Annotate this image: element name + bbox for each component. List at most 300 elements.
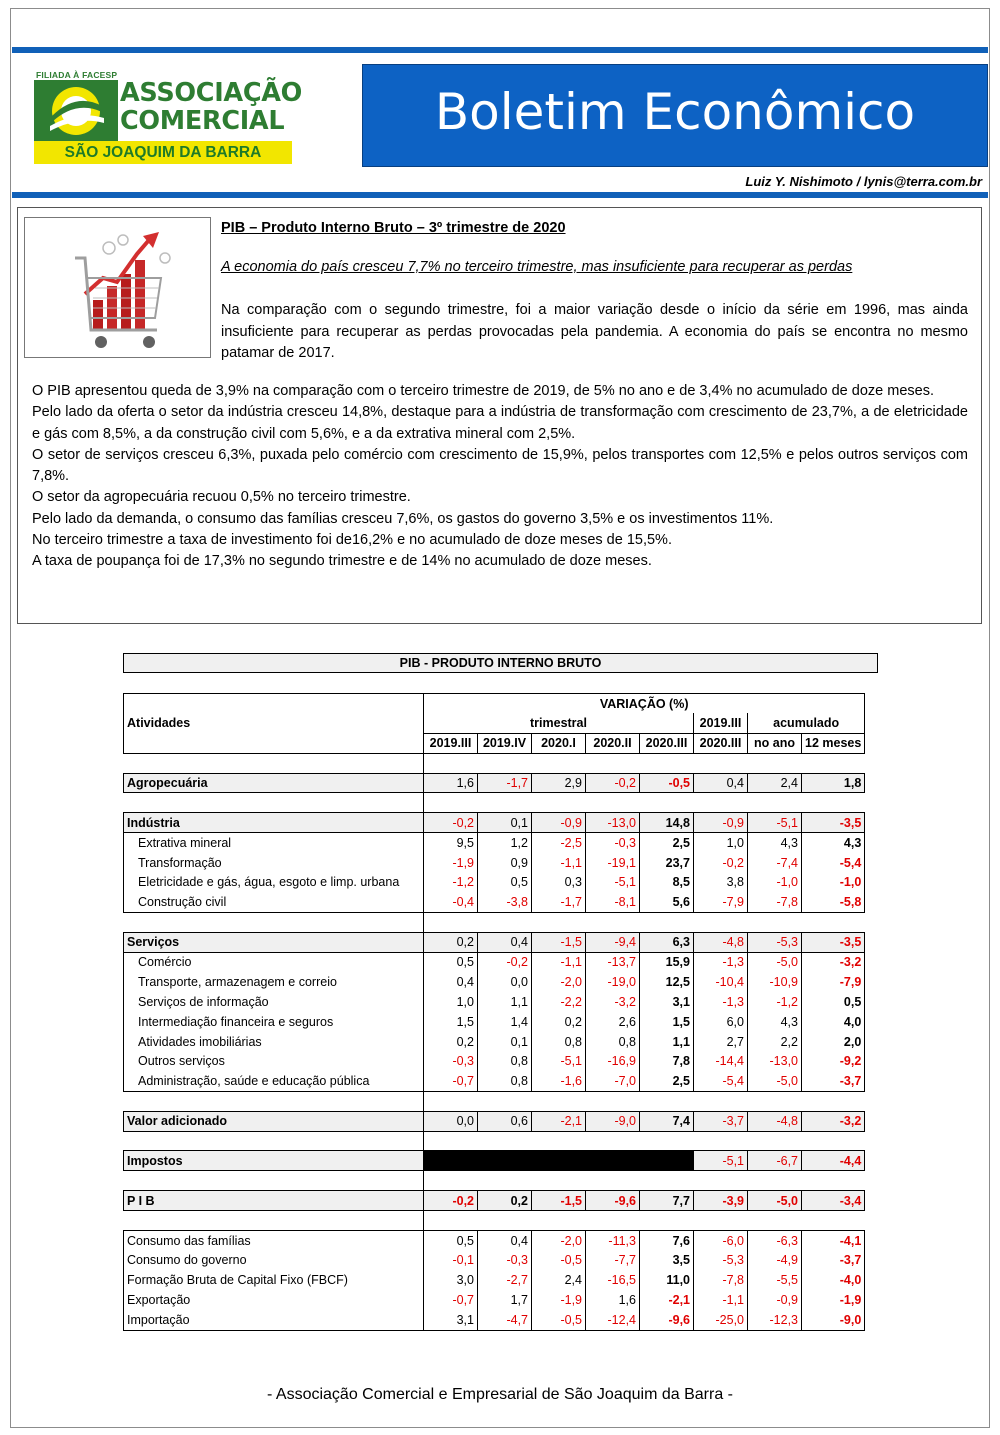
value-cell: -5,1 xyxy=(532,1052,586,1072)
table-row xyxy=(124,992,865,1012)
value-cell: -1,5 xyxy=(532,932,586,952)
value-cell: 0,2 xyxy=(478,1191,532,1211)
value-cell: -3,7 xyxy=(694,1111,748,1131)
spacer-cell xyxy=(478,1171,532,1191)
value-cell: 4,3 xyxy=(802,833,865,853)
value-cell: -7,7 xyxy=(586,1250,640,1270)
value-cell: 0,4 xyxy=(694,773,748,793)
spacer-cell xyxy=(124,793,424,813)
value-cell: 15,9 xyxy=(640,952,694,972)
spacer-cell xyxy=(586,793,640,813)
value-cell: -25,0 xyxy=(694,1310,748,1330)
spacer-cell xyxy=(748,753,802,773)
value-cell: 23,7 xyxy=(640,853,694,873)
value-cell: 1,0 xyxy=(694,833,748,853)
spacer-row xyxy=(124,793,865,813)
table-row xyxy=(124,853,865,873)
table-row xyxy=(124,1032,865,1052)
value-cell: -14,4 xyxy=(694,1052,748,1072)
spacer-cell xyxy=(424,1091,478,1111)
value-cell: -1,9 xyxy=(532,1290,586,1310)
value-cell: -2,7 xyxy=(478,1270,532,1290)
spacer-cell xyxy=(694,1171,748,1191)
spacer-cell xyxy=(478,1091,532,1111)
value-cell: 11,0 xyxy=(640,1270,694,1290)
value-cell: 0,5 xyxy=(424,952,478,972)
spacer-cell xyxy=(586,1091,640,1111)
value-cell: 0,2 xyxy=(424,1032,478,1052)
value-cell: 0,2 xyxy=(424,932,478,952)
table-row xyxy=(124,773,865,793)
bulletin-title-box xyxy=(362,64,988,167)
row-label: Valor adicionado xyxy=(124,1111,424,1131)
spacer-row xyxy=(124,753,865,773)
value-cell: -2,1 xyxy=(640,1290,694,1310)
row-label: Transformação xyxy=(124,853,424,873)
value-cell: 3,8 xyxy=(694,873,748,893)
article-body xyxy=(32,381,968,573)
row-label: Serviços xyxy=(124,932,424,952)
value-cell: 0,1 xyxy=(478,1032,532,1052)
table-row xyxy=(124,873,865,893)
value-cell: -5,1 xyxy=(694,1151,748,1171)
table-row xyxy=(124,972,865,992)
value-cell: -7,9 xyxy=(802,972,865,992)
table-row xyxy=(124,1250,865,1270)
spacer-row xyxy=(124,1091,865,1111)
value-cell: -1,7 xyxy=(532,892,586,912)
value-cell: -4,1 xyxy=(802,1231,865,1251)
value-cell: -9,6 xyxy=(586,1191,640,1211)
value-cell: -0,2 xyxy=(694,853,748,873)
value-cell: 3,0 xyxy=(424,1270,478,1290)
spacer-cell xyxy=(802,912,865,932)
row-label: Importação xyxy=(124,1310,424,1330)
bulletin-title: Boletim Econômico xyxy=(434,83,916,141)
value-cell: 0,0 xyxy=(424,1111,478,1131)
value-cell: -6,0 xyxy=(694,1231,748,1251)
spacer-cell xyxy=(694,753,748,773)
value-cell: -1,2 xyxy=(748,992,802,1012)
row-label: Extrativa mineral xyxy=(124,833,424,853)
value-cell: -2,5 xyxy=(532,833,586,853)
table-row xyxy=(124,1071,865,1091)
row-label: Consumo do governo xyxy=(124,1250,424,1270)
row-label: Consumo das famílias xyxy=(124,1231,424,1251)
spacer-cell xyxy=(802,793,865,813)
spacer-cell xyxy=(748,1171,802,1191)
row-label: Impostos xyxy=(124,1151,424,1171)
value-cell: 0,8 xyxy=(586,1032,640,1052)
spacer-cell xyxy=(532,1091,586,1111)
row-label: Atividades imobiliárias xyxy=(124,1032,424,1052)
spacer-cell xyxy=(640,1131,694,1151)
value-cell: 0,3 xyxy=(532,873,586,893)
value-cell: 2,0 xyxy=(802,1032,865,1052)
spacer-cell xyxy=(640,1091,694,1111)
logo-affiliation: FILIADA À FACESP xyxy=(36,70,118,80)
spacer-cell xyxy=(748,1091,802,1111)
value-cell: -0,7 xyxy=(424,1290,478,1310)
row-label: Transporte, armazenagem e correio xyxy=(124,972,424,992)
article-subtitle: A economia do país cresceu 7,7% no terceiro trimestre, mas insuficiente para recuperar as perdas xyxy=(221,259,853,275)
value-cell: -1,9 xyxy=(424,853,478,873)
row-label: Comércio xyxy=(124,952,424,972)
value-cell: -1,6 xyxy=(532,1071,586,1091)
table-row xyxy=(124,1270,865,1290)
value-cell: 1,8 xyxy=(802,773,865,793)
logo-name-line2: COMERCIAL xyxy=(120,106,285,136)
value-cell: -3,2 xyxy=(802,952,865,972)
value-cell: -0,3 xyxy=(478,1250,532,1270)
row-label: Administração, saúde e educação pública xyxy=(124,1071,424,1091)
spacer-cell xyxy=(640,912,694,932)
value-cell: -1,3 xyxy=(694,992,748,1012)
value-cell: 0,8 xyxy=(532,1032,586,1052)
value-cell: 2,4 xyxy=(532,1270,586,1290)
value-cell: 6,3 xyxy=(640,932,694,952)
value-cell: 1,2 xyxy=(478,833,532,853)
value-cell: -5,3 xyxy=(694,1250,748,1270)
spacer-cell xyxy=(802,1131,865,1151)
column-header: 2020.II xyxy=(586,733,640,753)
value-cell: -9,0 xyxy=(586,1111,640,1131)
value-cell: -1,1 xyxy=(532,853,586,873)
association-logo xyxy=(34,70,303,166)
spacer-cell xyxy=(586,753,640,773)
spacer-cell xyxy=(640,1211,694,1231)
spacer-cell xyxy=(748,1211,802,1231)
footer-text: - Associação Comercial e Empresarial de São Joaquim da Barra - xyxy=(267,1386,733,1403)
spacer-cell xyxy=(802,753,865,773)
column-header: 2020.III xyxy=(694,733,748,753)
column-header: no ano xyxy=(748,733,802,753)
value-cell: -1,1 xyxy=(694,1290,748,1310)
value-cell: -1,2 xyxy=(424,873,478,893)
row-label: Serviços de informação xyxy=(124,992,424,1012)
value-cell: 2,2 xyxy=(748,1032,802,1052)
spacer-row xyxy=(124,1131,865,1151)
value-cell: -0,2 xyxy=(424,813,478,833)
row-label: Formação Bruta de Capital Fixo (FBCF) xyxy=(124,1270,424,1290)
value-cell: -4,7 xyxy=(478,1310,532,1330)
value-cell: -5,8 xyxy=(802,892,865,912)
value-cell: 7,7 xyxy=(640,1191,694,1211)
value-cell: -0,3 xyxy=(586,833,640,853)
spacer-cell xyxy=(640,1171,694,1191)
value-cell: -0,5 xyxy=(532,1310,586,1330)
table-row xyxy=(124,813,865,833)
yoy-header: 2019.III xyxy=(694,713,748,733)
value-cell: -4,4 xyxy=(802,1151,865,1171)
spacer-cell xyxy=(748,1131,802,1151)
article-image xyxy=(24,217,211,358)
spacer-row xyxy=(124,1211,865,1231)
spacer-row xyxy=(124,1171,865,1191)
column-header: 2019.III xyxy=(424,733,478,753)
value-cell: 0,0 xyxy=(478,972,532,992)
row-label: Construção civil xyxy=(124,892,424,912)
value-cell: -13,7 xyxy=(586,952,640,972)
value-cell: 2,9 xyxy=(532,773,586,793)
spacer-cell xyxy=(640,753,694,773)
spacer-cell xyxy=(586,1171,640,1191)
value-cell: -10,4 xyxy=(694,972,748,992)
value-cell: -16,9 xyxy=(586,1052,640,1072)
value-cell: 1,7 xyxy=(478,1290,532,1310)
value-cell: 0,8 xyxy=(478,1071,532,1091)
value-cell: -3,7 xyxy=(802,1071,865,1091)
spacer-cell xyxy=(124,1171,424,1191)
variation-header: VARIAÇÃO (%) xyxy=(424,694,865,714)
value-cell: 9,5 xyxy=(424,833,478,853)
value-cell: -9,4 xyxy=(586,932,640,952)
spacer-cell xyxy=(802,1091,865,1111)
spacer-cell xyxy=(640,793,694,813)
value-cell: 0,8 xyxy=(478,1052,532,1072)
spacer-cell xyxy=(424,912,478,932)
value-cell: -13,0 xyxy=(748,1052,802,1072)
row-label: Indústria xyxy=(124,813,424,833)
value-cell: 4,3 xyxy=(748,833,802,853)
article-intro: Na comparação com o segundo trimestre, foi a maior variação desde o início da série em 1996, mas ainda insuficiente para recuperar as perdas provocadas pela pandemia. A economia do país se encontra no mesmo patamar de 2017. xyxy=(221,302,968,361)
table-row xyxy=(124,1290,865,1310)
value-cell: -16,5 xyxy=(586,1270,640,1290)
spacer-cell xyxy=(478,912,532,932)
value-cell: -1,5 xyxy=(532,1191,586,1211)
value-cell: -1,1 xyxy=(532,952,586,972)
spacer-cell xyxy=(532,912,586,932)
value-cell: -12,3 xyxy=(748,1310,802,1330)
table-row xyxy=(124,952,865,972)
value-cell: -7,9 xyxy=(694,892,748,912)
table-row xyxy=(124,1111,865,1131)
value-cell: -2,1 xyxy=(532,1111,586,1131)
value-cell: -9,6 xyxy=(640,1310,694,1330)
article-paragraph: O PIB apresentou queda de 3,9% na comparação com o terceiro trimestre de 2019, de 5% no ano e de 3,4% no acumulado de doze meses. xyxy=(32,383,934,399)
value-cell: -0,9 xyxy=(532,813,586,833)
value-cell: -5,0 xyxy=(748,1071,802,1091)
value-cell: -3,7 xyxy=(802,1250,865,1270)
spacer-cell xyxy=(424,753,478,773)
article-paragraph: O setor de serviços cresceu 6,3%, puxada pelo comércio com crescimento de 15,9%, pelos transportes com 12,5% e pelos outros serviços com 7,8%. xyxy=(32,446,968,485)
value-cell: -3,2 xyxy=(586,992,640,1012)
value-cell: 0,4 xyxy=(478,932,532,952)
value-cell: -9,0 xyxy=(802,1310,865,1330)
value-cell: 0,5 xyxy=(802,992,865,1012)
spacer-cell xyxy=(424,793,478,813)
value-cell: -3,8 xyxy=(478,892,532,912)
value-cell: 1,4 xyxy=(478,1012,532,1032)
value-cell: -5,0 xyxy=(748,1191,802,1211)
accumulated-header: acumulado xyxy=(748,713,865,733)
value-cell: 2,4 xyxy=(748,773,802,793)
spacer-cell xyxy=(124,1091,424,1111)
row-label: Intermediação financeira e seguros xyxy=(124,1012,424,1032)
activities-header: Atividades xyxy=(124,694,424,754)
value-cell: -1,9 xyxy=(802,1290,865,1310)
logo-name-line1: ASSOCIAÇÃO xyxy=(120,78,303,108)
value-cell: -6,7 xyxy=(748,1151,802,1171)
value-cell: -0,2 xyxy=(478,952,532,972)
value-cell: -2,0 xyxy=(532,1231,586,1251)
spacer-cell xyxy=(478,1131,532,1151)
value-cell: 1,0 xyxy=(424,992,478,1012)
value-cell: -3,9 xyxy=(694,1191,748,1211)
value-cell: 1,1 xyxy=(478,992,532,1012)
spacer-cell xyxy=(532,1211,586,1231)
value-cell: -5,1 xyxy=(586,873,640,893)
value-cell: -9,2 xyxy=(802,1052,865,1072)
table-caption: PIB - PRODUTO INTERNO BRUTO xyxy=(123,653,878,673)
value-cell: 3,5 xyxy=(640,1250,694,1270)
value-cell: -4,0 xyxy=(802,1270,865,1290)
table-row xyxy=(124,892,865,912)
table-row xyxy=(124,833,865,853)
spacer-cell xyxy=(802,1211,865,1231)
column-header: 2019.IV xyxy=(478,733,532,753)
value-cell: -0,4 xyxy=(424,892,478,912)
spacer-cell xyxy=(694,1131,748,1151)
value-cell: 0,2 xyxy=(532,1012,586,1032)
value-cell: -3,5 xyxy=(802,932,865,952)
value-cell: 1,5 xyxy=(640,1012,694,1032)
spacer-cell xyxy=(586,912,640,932)
value-cell: 0,4 xyxy=(478,1231,532,1251)
row-label: Outros serviços xyxy=(124,1052,424,1072)
value-cell: 7,4 xyxy=(640,1111,694,1131)
value-cell: -0,3 xyxy=(424,1052,478,1072)
value-cell: 7,6 xyxy=(640,1231,694,1251)
value-cell: 2,7 xyxy=(694,1032,748,1052)
value-cell: 12,5 xyxy=(640,972,694,992)
spacer-cell xyxy=(424,1131,478,1151)
table-row xyxy=(124,1012,865,1032)
spacer-cell xyxy=(478,1211,532,1231)
spacer-cell xyxy=(532,1131,586,1151)
value-cell: 1,5 xyxy=(424,1012,478,1032)
spacer-cell xyxy=(124,1211,424,1231)
value-cell: -7,8 xyxy=(748,892,802,912)
value-cell: -0,1 xyxy=(424,1250,478,1270)
header-rule-bottom xyxy=(12,192,988,198)
value-cell: -4,8 xyxy=(748,1111,802,1131)
value-cell: -19,1 xyxy=(586,853,640,873)
article-paragraph: A taxa de poupança foi de 17,3% no segundo trimestre e de 14% no acumulado de doze meses. xyxy=(32,553,652,570)
row-label: Agropecuária xyxy=(124,773,424,793)
spacer-cell xyxy=(532,1171,586,1191)
value-cell: 0,5 xyxy=(424,1231,478,1251)
value-cell: -0,9 xyxy=(694,813,748,833)
article-title: PIB – Produto Interno Bruto – 3º trimestre de 2020 xyxy=(221,220,566,236)
table-row xyxy=(124,1310,865,1330)
row-label: Exportação xyxy=(124,1290,424,1310)
value-cell: -5,4 xyxy=(802,853,865,873)
value-cell: 3,1 xyxy=(424,1310,478,1330)
spacer-cell xyxy=(478,753,532,773)
spacer-cell xyxy=(802,1171,865,1191)
value-cell: -0,5 xyxy=(532,1250,586,1270)
value-cell: -0,7 xyxy=(424,1071,478,1091)
column-header: 2020.III xyxy=(640,733,694,753)
value-cell: 6,0 xyxy=(694,1012,748,1032)
value-cell: -7,0 xyxy=(586,1071,640,1091)
spacer-cell xyxy=(532,753,586,773)
value-cell: -7,8 xyxy=(694,1270,748,1290)
value-cell: -1,0 xyxy=(748,873,802,893)
value-cell: 3,1 xyxy=(640,992,694,1012)
spacer-cell xyxy=(748,793,802,813)
spacer-row xyxy=(124,912,865,932)
article-paragraph: O setor da agropecuária recuou 0,5% no terceiro trimestre. xyxy=(32,489,411,506)
value-cell: -0,2 xyxy=(424,1191,478,1211)
table-row xyxy=(124,1151,865,1171)
value-cell: -8,1 xyxy=(586,892,640,912)
value-cell: 4,3 xyxy=(748,1012,802,1032)
logo-emblem-icon xyxy=(34,80,118,142)
quarterly-header: trimestral xyxy=(424,713,694,733)
table-row xyxy=(124,1052,865,1072)
spacer-cell xyxy=(694,912,748,932)
value-cell: -3,5 xyxy=(802,813,865,833)
value-cell: -12,4 xyxy=(586,1310,640,1330)
value-cell: 0,9 xyxy=(478,853,532,873)
spacer-cell xyxy=(694,1211,748,1231)
value-cell: -4,8 xyxy=(694,932,748,952)
pib-table xyxy=(123,693,865,1331)
spacer-cell xyxy=(694,793,748,813)
shopping-cart-rising-bar-chart-icon xyxy=(25,218,210,357)
value-cell: 2,6 xyxy=(586,1012,640,1032)
value-cell: 8,5 xyxy=(640,873,694,893)
value-cell: 4,0 xyxy=(802,1012,865,1032)
value-cell: -5,1 xyxy=(748,813,802,833)
value-cell: 1,1 xyxy=(640,1032,694,1052)
spacer-cell xyxy=(694,1091,748,1111)
author-credit: Luiz Y. Nishimoto / lynis@terra.com.br xyxy=(745,174,982,189)
value-cell: -5,5 xyxy=(748,1270,802,1290)
value-cell: -0,9 xyxy=(748,1290,802,1310)
value-cell: 7,8 xyxy=(640,1052,694,1072)
redacted-cells xyxy=(424,1151,694,1171)
spacer-cell xyxy=(124,753,424,773)
spacer-cell xyxy=(532,793,586,813)
article-paragraph: Pelo lado da oferta o setor da indústria cresceu 14,8%, destaque para a indústria de transformação com crescimento de 23,7%, a de eletricidade e gás com 8,5%, a da construção civil com 5,6%, e a da extrativa mineral com 2,5%. xyxy=(32,404,968,442)
value-cell: -5,0 xyxy=(748,952,802,972)
article-paragraph: No terceiro trimestre a taxa de investimento foi de16,2% e no acumulado de doze meses de 15,5%. xyxy=(32,532,672,549)
table-row xyxy=(124,932,865,952)
value-cell: -1,3 xyxy=(694,952,748,972)
value-cell: 2,5 xyxy=(640,833,694,853)
value-cell: 5,6 xyxy=(640,892,694,912)
value-cell: 1,6 xyxy=(424,773,478,793)
spacer-cell xyxy=(586,1211,640,1231)
value-cell: -5,3 xyxy=(748,932,802,952)
spacer-cell xyxy=(748,912,802,932)
table-row xyxy=(124,1191,865,1211)
value-cell: -19,0 xyxy=(586,972,640,992)
value-cell: -0,5 xyxy=(640,773,694,793)
table-row xyxy=(124,1231,865,1251)
spacer-cell xyxy=(424,1171,478,1191)
value-cell: -1,0 xyxy=(802,873,865,893)
value-cell: -6,3 xyxy=(748,1231,802,1251)
value-cell: -1,7 xyxy=(478,773,532,793)
value-cell: 0,6 xyxy=(478,1111,532,1131)
logo-city: SÃO JOAQUIM DA BARRA xyxy=(34,141,292,164)
value-cell: -2,0 xyxy=(532,972,586,992)
value-cell: -5,4 xyxy=(694,1071,748,1091)
